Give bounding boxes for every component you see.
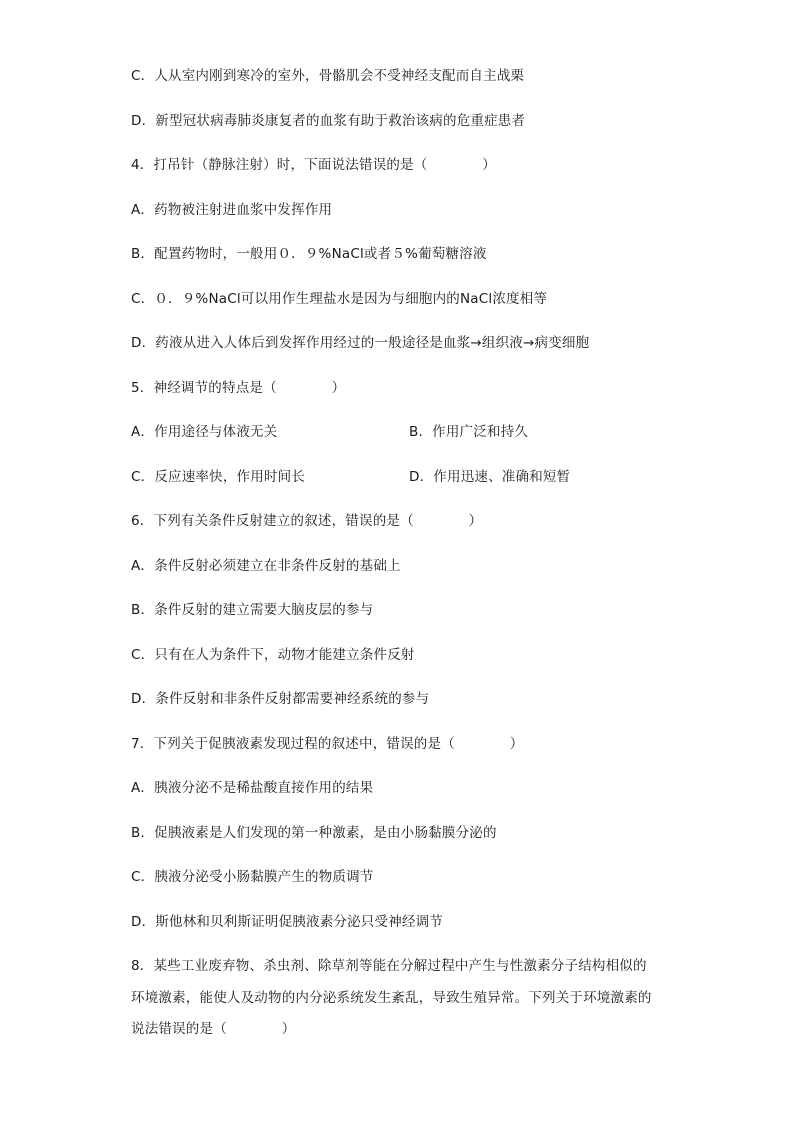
q5-option-c: C．反应速率快，作用时间长 xyxy=(131,469,306,485)
q6-option-b: B．条件反射的建立需要大脑皮层的参与 xyxy=(131,602,374,618)
q8-stem-line-2: 环境激素，能使人及动物的内分泌系统发生紊乱，导致生殖异常。下列关于环境激素的 xyxy=(131,990,652,1006)
q4-option-c: C．０．９%NaCl可以用作生理盐水是因为与细胞内的NaCl浓度相等 xyxy=(131,291,548,307)
q7-option-d: D．斯他林和贝利斯证明促胰液素分泌只受神经调节 xyxy=(131,914,443,930)
q6-option-d: D．条件反射和非条件反射都需要神经系统的参与 xyxy=(131,691,430,707)
q4-option-a: A．药物被注射进血浆中发挥作用 xyxy=(131,202,333,218)
q7-option-c: C．胰液分泌受小肠黏膜产生的物质调节 xyxy=(131,869,374,885)
q7-stem: 7．下列关于促胰液素发现过程的叙述中，错误的是（ ） xyxy=(131,736,524,752)
q8-stem-line-3: 说法错误的是（ ） xyxy=(131,1021,296,1037)
q5-stem: 5．神经调节的特点是（ ） xyxy=(131,380,346,396)
q6-stem: 6．下列有关条件反射建立的叙述，错误的是（ ） xyxy=(131,513,483,529)
q5-option-a: A．作用途径与体液无关 xyxy=(131,424,278,440)
q3-option-d: D．新型冠状病毒肺炎康复者的血浆有助于救治该病的危重症患者 xyxy=(131,113,526,129)
q6-option-c: C．只有在人为条件下，动物才能建立条件反射 xyxy=(131,647,415,663)
q4-option-b: B．配置药物时，一般用０．９%NaCl或者５%葡萄糖溶液 xyxy=(131,246,487,262)
q3-option-c: C．人从室内刚到寒冷的室外，骨骼肌会不受神经支配而自主战栗 xyxy=(131,68,525,84)
q6-option-a: A．条件反射必须建立在非条件反射的基础上 xyxy=(131,558,401,574)
q4-stem: 4．打吊针（静脉注射）时，下面说法错误的是（ ） xyxy=(131,157,496,173)
q8-stem-line-1: 8．某些工业废弃物、杀虫剂、除草剂等能在分解过程中产生与性激素分子结构相似的 xyxy=(131,958,647,974)
q5-option-d: D．作用迅速、准确和短暂 xyxy=(409,469,571,485)
q5-option-b: B．作用广泛和持久 xyxy=(409,424,529,440)
q4-option-d: D．药液从进入人体后到发挥作用经过的一般途径是血浆→组织液→病变细胞 xyxy=(131,335,590,351)
q7-option-a: A．胰液分泌不是稀盐酸直接作用的结果 xyxy=(131,780,374,796)
q7-option-b: B．促胰液素是人们发现的第一种激素，是由小肠黏膜分泌的 xyxy=(131,825,497,841)
